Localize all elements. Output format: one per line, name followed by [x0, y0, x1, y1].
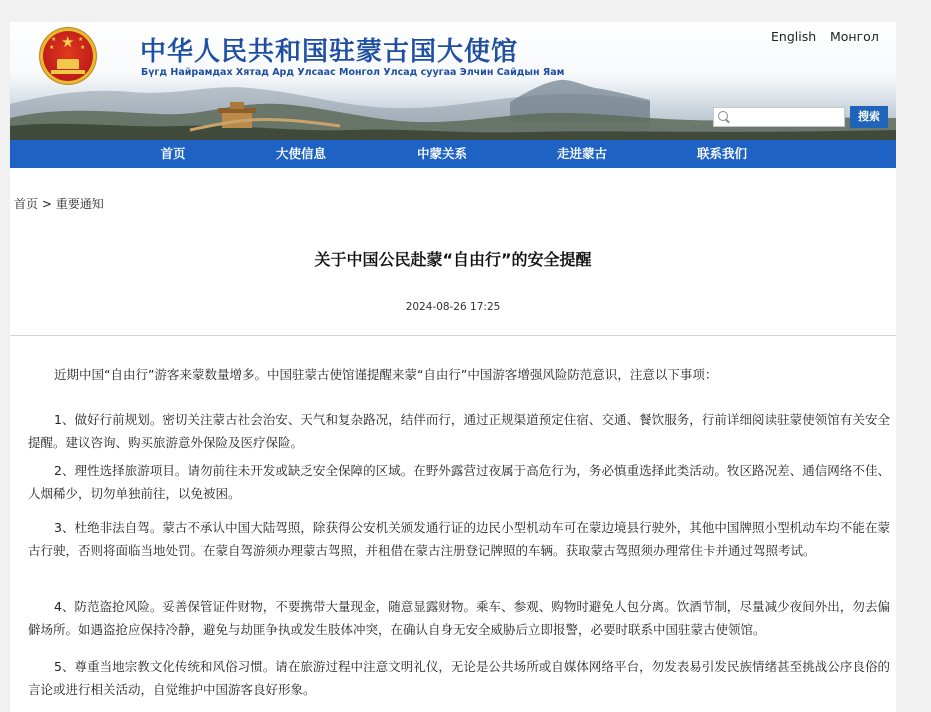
article-paragraph: 3、杜绝非法自驾。蒙古不承认中国大陆驾照，除获得公安机关颁发通行证的边民小型机动车可在蒙边境县行驶外，其他中国牌照小型机动车均不能在蒙古行驶，否则将面临当地处罚。在蒙自驾游须办理蒙古驾照，并租借在蒙古注册登记牌照的车辆。获取蒙古驾照须办理常住卡并通过驾照考试。: [28, 520, 890, 558]
site-subtitle: Бүгд Найрамдах Хятад Ард Улсаас Монгол Улсад суугаа Элчин Сайдын Яам: [141, 67, 565, 78]
breadcrumb-home[interactable]: 首页: [14, 197, 39, 211]
page: [10, 22, 896, 712]
article-paragraph: 5、尊重当地宗教文化传统和风俗习惯。请在旅游过程中注意文明礼仪，无论是公共场所或自媒体网络平台，勿发表易引发民族情绪甚至挑战公序良俗的言论或进行相关活动，自觉维护中国游客良好形象。: [28, 659, 890, 697]
search-button[interactable]: 搜索: [850, 106, 888, 128]
article-date: 2024-08-26 17:25: [405, 301, 501, 313]
nav-item-mongolia[interactable]: 走进蒙古: [556, 146, 607, 161]
nav-item-ambassador[interactable]: 大使信息: [275, 146, 326, 161]
article-paragraph: 近期中国“自由行”游客来蒙数量增多。中国驻蒙古使馆谨提醒来蒙“自由行”中国游客增强风险防范意识，注意以下事项：: [54, 367, 718, 382]
nav-item-contact[interactable]: 联系我们: [696, 146, 747, 161]
site-banner: [10, 22, 896, 140]
article-paragraph: 4、防范盗抢风险。妥善保管证件财物，不要携带大量现金，随意显露财物。乘车、参观、购物时避免人包分离。饮酒节制，尽量减少夜间外出，勿去偏僻场所。如遇盗抢应保持冷静，避免与劫匪争执或发生肢体冲突，在确认自身无安全威胁后立即报警，必要时联系中国驻蒙古使领馆。: [28, 599, 890, 637]
divider: [10, 335, 896, 336]
breadcrumb: [14, 195, 104, 212]
article-paragraph: 2、理性选择旅游项目。请勿前往未开发或缺乏安全保障的区域。在野外露营过夜属于高危行为，务必慎重选择此类活动。牧区路况差、通信网络不佳、人烟稀少，切勿单独前往，以免被困。: [28, 463, 890, 501]
article-title: 关于中国公民赴蒙“自由行”的安全提醒: [314, 250, 592, 269]
article-paragraph: 1、做好行前规划。密切关注蒙古社会治安、天气和复杂路况，结伴而行，通过正规渠道预定住宿、交通、餐饮服务，行前详细阅读驻蒙使领馆有关安全提醒。建议咨询、购买旅游意外保险及医疗保险。: [28, 412, 890, 450]
search-icon: [718, 111, 728, 121]
nav-item-home[interactable]: 首页: [160, 146, 186, 161]
breadcrumb-current[interactable]: 重要通知: [55, 197, 104, 211]
national-emblem-icon: ★ ★ ★ ★ ★: [40, 28, 96, 84]
site-title: 中华人民共和国驻蒙古国大使馆: [140, 37, 519, 67]
language-link-mongolian[interactable]: Монгол: [830, 29, 879, 44]
search-input[interactable]: [713, 107, 845, 127]
main-nav: [10, 140, 896, 168]
nav-item-relations[interactable]: 中蒙关系: [416, 146, 467, 161]
language-link-english[interactable]: English: [771, 29, 817, 44]
breadcrumb-separator: >: [41, 197, 52, 211]
